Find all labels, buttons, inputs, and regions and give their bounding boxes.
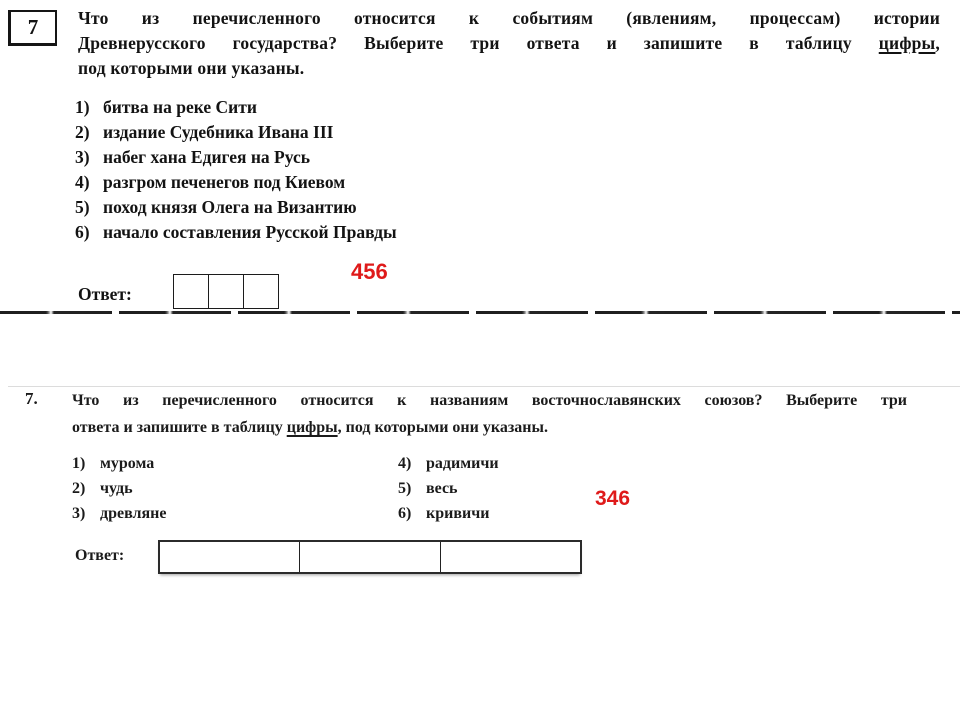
question2-option-3-number: 3) (72, 504, 86, 522)
question2-option-3 (72, 501, 166, 526)
question2-option-1-number: 1) (72, 454, 86, 472)
question1-option-6-number: 6) (75, 222, 90, 242)
question2-option-1 (72, 451, 166, 476)
question1-option-5 (75, 195, 397, 220)
question1-option-1-text: битва на реке Сити (103, 97, 257, 117)
question2-option-6-number: 6) (398, 504, 412, 522)
question2-option-5-number: 5) (398, 479, 412, 497)
scan-tear-line (0, 311, 960, 314)
question2-answer-cell-2 (299, 542, 439, 572)
question1-number-box (8, 10, 57, 46)
question1-line2-underlined-word: цифры (878, 33, 936, 53)
question1-text-line1: Что из перечисленного относится к событиям (явлениям, процессам) истории (78, 8, 940, 28)
question1-text-line2 (78, 31, 940, 56)
question2-line2-after: , под которыми они указаны. (337, 419, 548, 436)
question2-option-6-text: кривичи (426, 504, 490, 522)
question2-option-4 (398, 451, 499, 476)
question2-option-5 (398, 476, 499, 501)
question2-answer-cell-3 (440, 542, 580, 572)
question1-option-3 (75, 145, 397, 170)
question1-option-6 (75, 220, 397, 245)
question1-option-1-number: 1) (75, 97, 90, 117)
question2-options-column1 (72, 451, 166, 526)
question2-option-2 (72, 476, 166, 501)
question1-correct-answer: 456 (351, 259, 388, 284)
question2-text-line2 (72, 414, 907, 441)
question1-answer-label: Ответ: (78, 284, 132, 304)
question1-option-1 (75, 95, 397, 120)
question2-option-6 (398, 501, 499, 526)
question1-options-list (75, 95, 397, 245)
question1-line2-before: Древнерусского государства? Выберите три ответа и запишите в таблицу (78, 33, 879, 53)
question1-line2-after: , (935, 33, 940, 53)
question2-answer-cell-1 (160, 542, 299, 572)
question1-option-4 (75, 170, 397, 195)
question1-option-2-text: издание Судебника Ивана III (103, 122, 334, 142)
question1-option-6-text: начало составления Русской Правды (103, 222, 397, 242)
question1-answer-cell-1 (174, 275, 208, 308)
question2-option-4-text: радимичи (426, 454, 499, 472)
question1-option-5-number: 5) (75, 197, 90, 217)
question2-line2-underlined-word: цифры (286, 419, 338, 436)
question2-option-4-number: 4) (398, 454, 412, 472)
question1-option-4-number: 4) (75, 172, 90, 192)
question1-number: 7 (27, 15, 39, 39)
question1-text (78, 6, 940, 81)
question2-line2-before: ответа и запишите в таблицу (72, 419, 287, 436)
question1-option-2-number: 2) (75, 122, 90, 142)
question2-number: 7. (25, 389, 38, 408)
question1-option-5-text: поход князя Олега на Византию (103, 197, 357, 217)
question1-answer-cell-2 (208, 275, 243, 308)
question2-text-line1: Что из перечисленного относится к названиям восточнославянских союзов? Выберите три (72, 392, 907, 409)
question2-options-column2 (398, 451, 499, 526)
question1-answer-cell-3 (243, 275, 278, 308)
question1-text-line3: под которыми они указаны. (78, 58, 305, 78)
question2-answer-label: Ответ: (75, 547, 125, 564)
question2-option-3-text: древляне (100, 504, 167, 522)
question2-option-2-text: чудь (100, 479, 133, 497)
question1-answer-grid (173, 274, 279, 309)
question2-option-2-number: 2) (72, 479, 86, 497)
question2-option-5-text: весь (426, 479, 458, 497)
question2-correct-answer: 346 (595, 487, 631, 510)
question2-option-1-text: мурома (100, 454, 155, 472)
question1-option-3-text: набег хана Едигея на Русь (103, 147, 310, 167)
question2-text (72, 387, 907, 441)
question1-option-3-number: 3) (75, 147, 90, 167)
question1-option-4-text: разгром печенегов под Киевом (103, 172, 346, 192)
question2-answer-grid (158, 540, 582, 574)
question1-option-2 (75, 120, 397, 145)
